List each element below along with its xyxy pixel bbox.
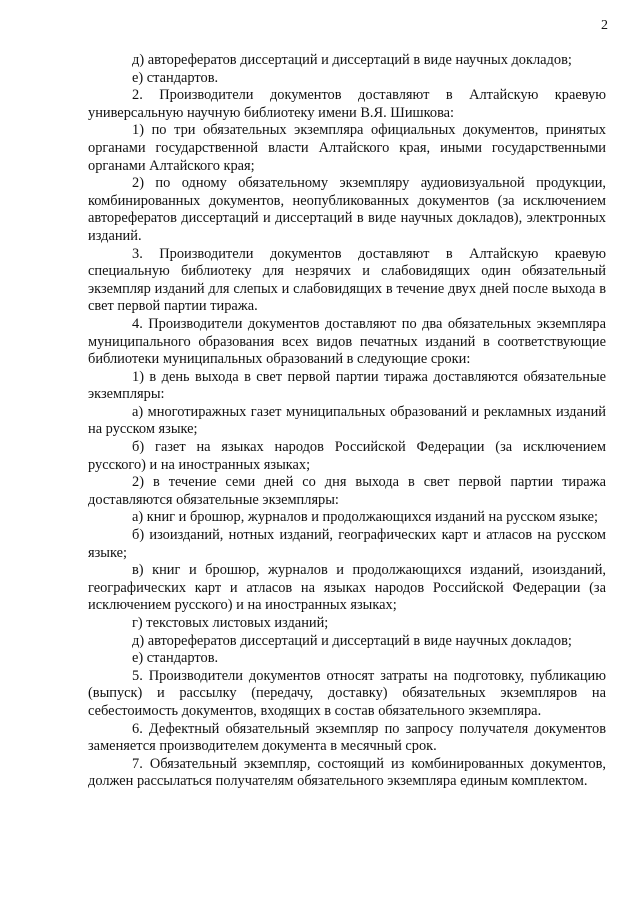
- paragraph: 6. Дефектный обязательный экземпляр по запросу получателя документов заменяется производителем документа в месячный срок.: [88, 720, 606, 755]
- paragraph: 2. Производители документов доставляют в Алтайскую краевую универсальную научную библиотеку имени В.Я. Шишкова:: [88, 87, 606, 121]
- paragraph: 2) в течение семи дней со дня выхода в свет первой партии тиража доставляются обязательные экземпляры:: [88, 474, 606, 508]
- page-number: 2: [601, 18, 608, 33]
- paragraph: а) книг и брошюр, журналов и продолжающихся изданий на русском языке;: [132, 509, 599, 526]
- paragraph: а) многотиражных газет муниципальных образований и рекламных изданий на русском языке;: [88, 403, 606, 438]
- paragraph: д) авторефератов диссертаций и диссертаций в виде научных докладов;: [132, 632, 572, 649]
- paragraph: б) газет на языках народов Российской Федерации (за исключением русского) и на иностранных языках;: [88, 439, 606, 473]
- paragraph: д) авторефератов диссертаций и диссертаций в виде научных докладов;: [132, 52, 572, 68]
- paragraph: е) стандартов.: [132, 650, 219, 667]
- paragraph: 4. Производители документов доставляют по два обязательных экземпляра муниципального образования всех видов печатных изданий в соответствующие библиотеки муниципальных образований в следующие сроки:: [88, 315, 606, 368]
- paragraph: 3. Производители документов доставляют в Алтайскую краевую специальную библиотеку для незрячих и слабовидящих один обязательный экземпляр изданий для слепых и слабовидящих в течение двух дней после выхода в свет первой партии тиража.: [88, 245, 606, 315]
- paragraph: 2) по одному обязательному экземпляру аудиовизуальной продукции, комбинированных документов, неопубликованных документов (за исключением авторефератов диссертаций и диссертаций в виде научных докладов), электронных изданий.: [88, 175, 606, 244]
- paragraph: 7. Обязательный экземпляр, состоящий из комбинированных документов, должен рассылаться получателям обязательного экземпляра единым комплектом.: [88, 755, 606, 790]
- document-body: [88, 52, 606, 791]
- paragraph: г) текстовых листовых изданий;: [132, 615, 329, 631]
- paragraph: в) книг и брошюр, журналов и продолжающихся изданий, изоизданий, географических карт и атласов на языках народов Российской Федерации (за исключением русского) и на иностранных языках;: [88, 562, 606, 614]
- paragraph: б) изоизданий, нотных изданий, географических карт и атласов на русском языке;: [88, 527, 606, 561]
- paragraph: 1) в день выхода в свет первой партии тиража доставляются обязательные экземпляры:: [88, 368, 606, 403]
- paragraph: е) стандартов.: [132, 69, 219, 86]
- paragraph: 5. Производители документов относят затраты на подготовку, публикацию (выпуск) и рассылку (передачу, доставку) обязательных экземпляров на себестоимость документов, входящих в состав обязательного экземпляра.: [88, 667, 606, 719]
- paragraph: 1) по три обязательных экземпляра официальных документов, принятых органами государственной власти Алтайского края, иными государственными органами Алтайского края;: [88, 122, 606, 174]
